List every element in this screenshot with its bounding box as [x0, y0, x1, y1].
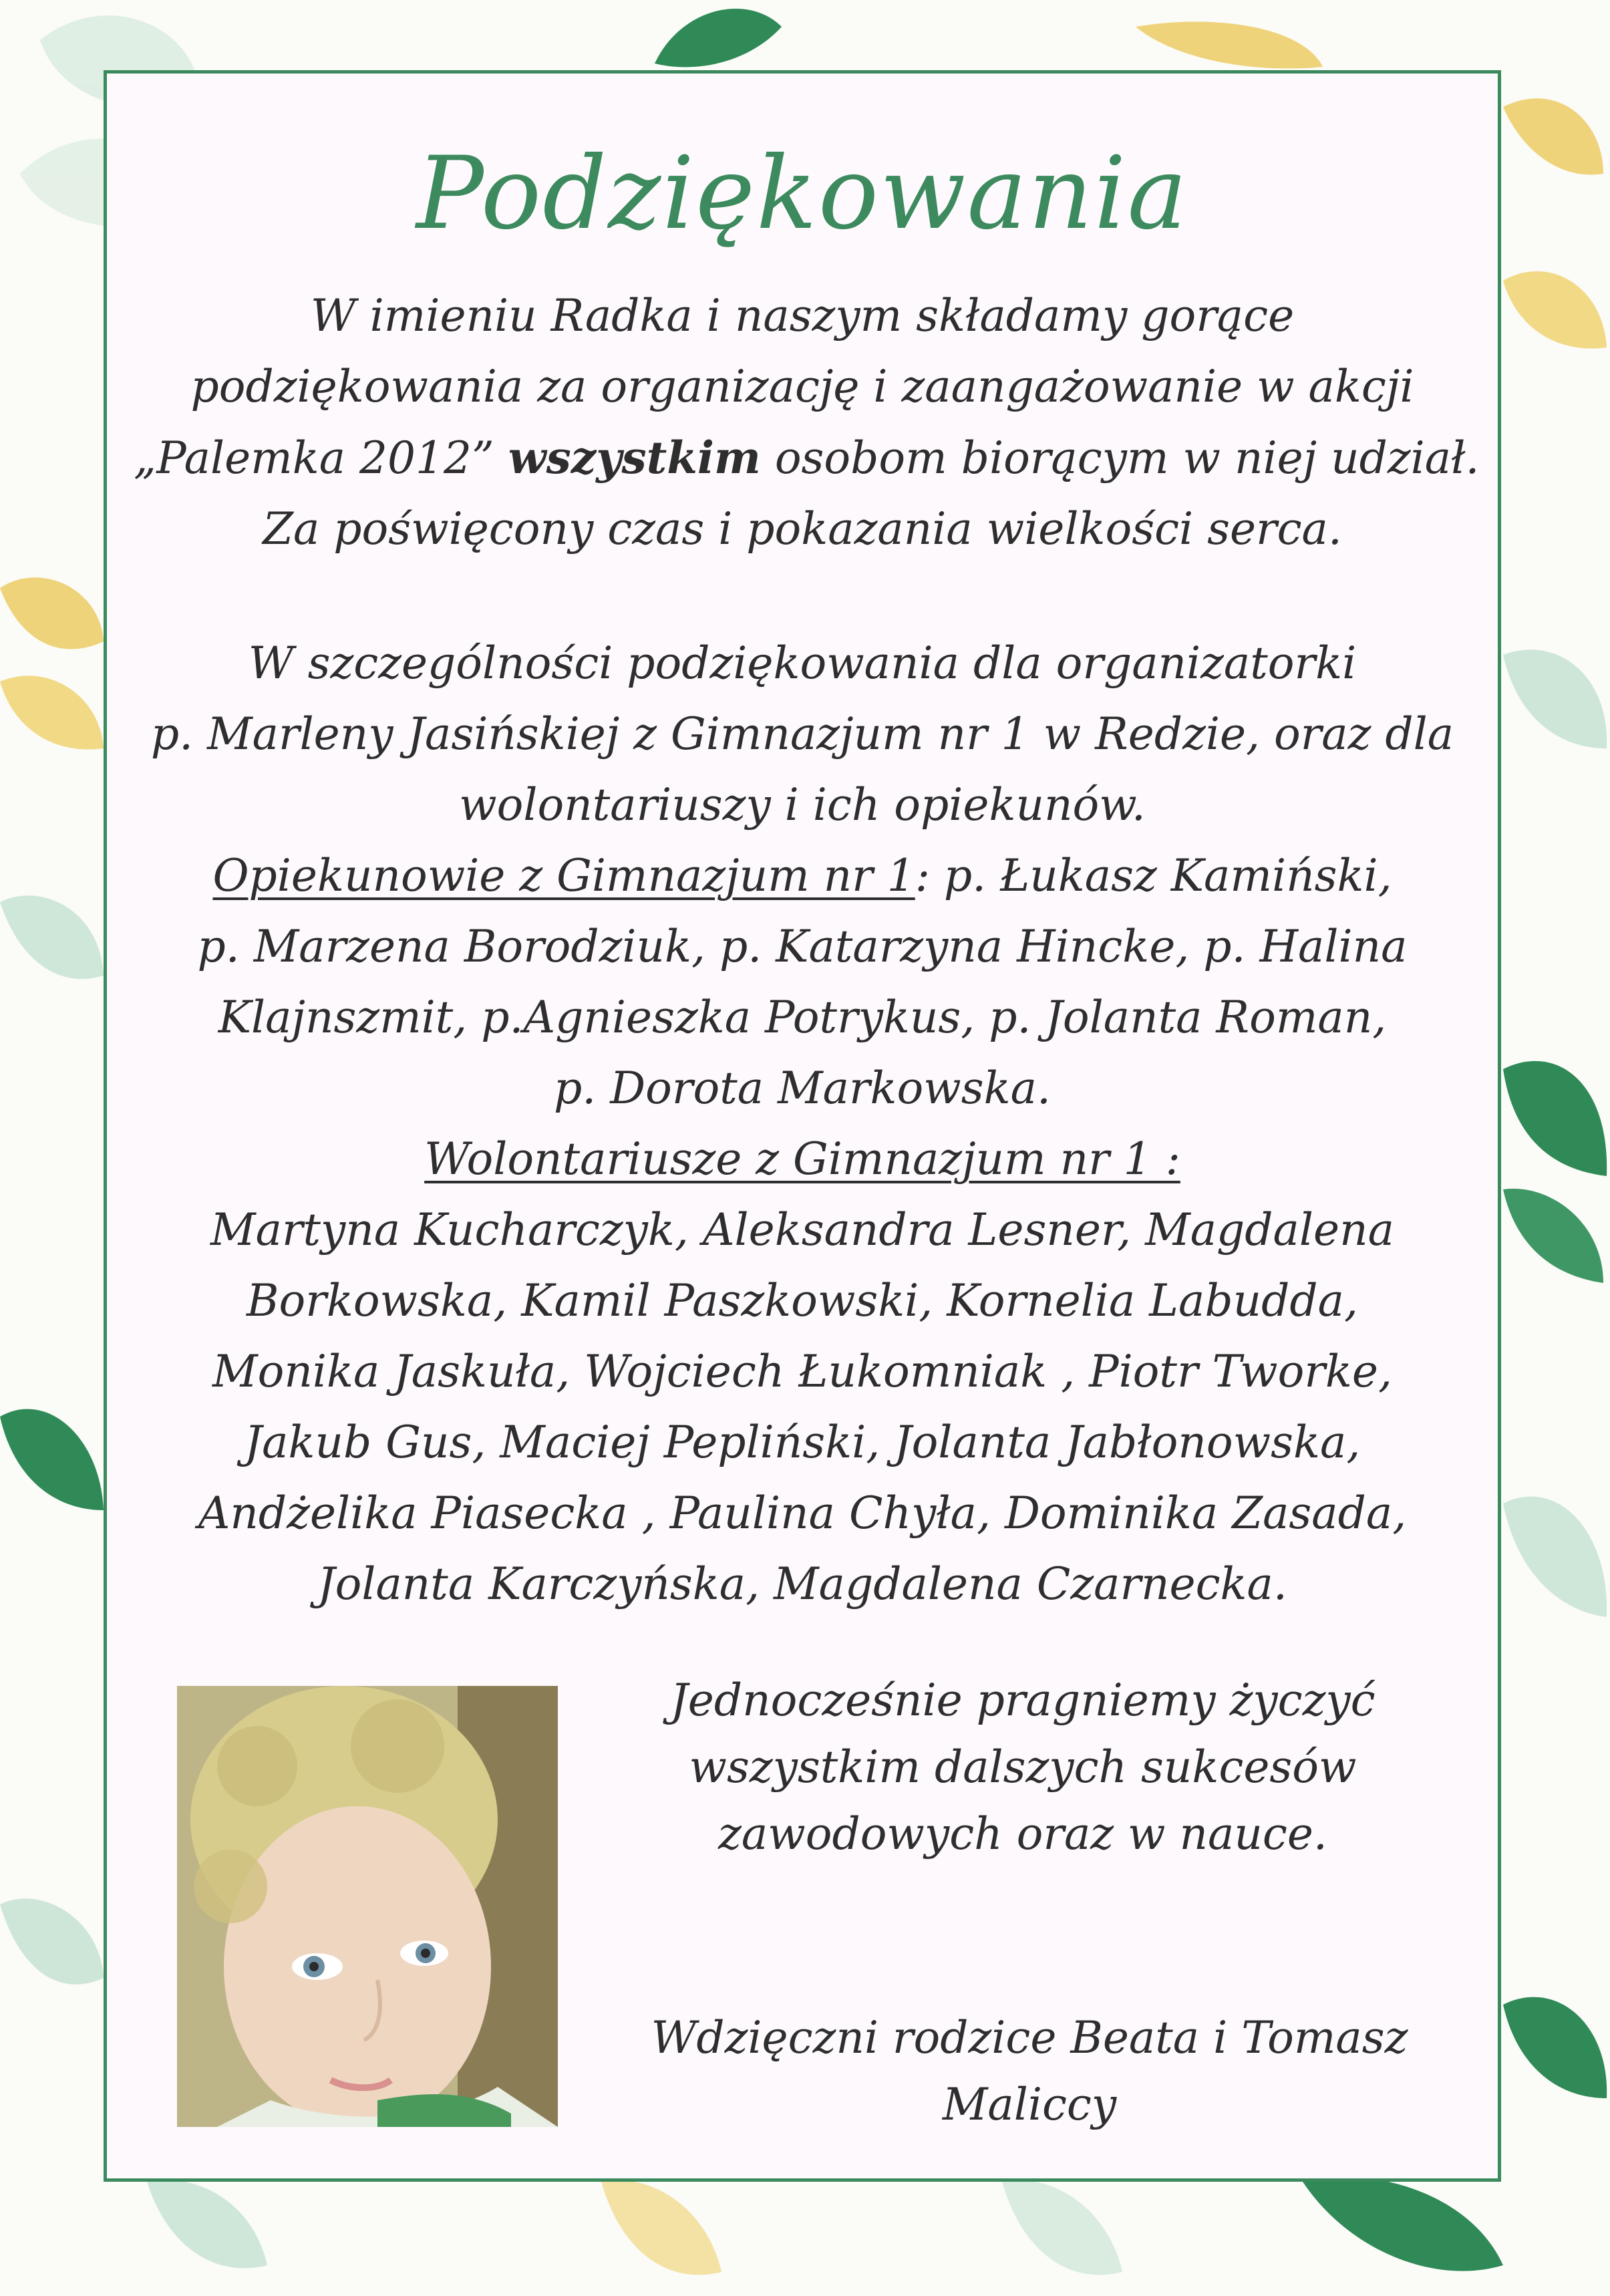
bottom-left-flowers [147, 2180, 1122, 2275]
volunteers-heading-line [134, 1124, 1471, 1195]
guardians-line-2: p. Marzena Borodziuk, p. Katarzyna Hincke, p. Halina [197, 921, 1408, 972]
left-green-leaves [0, 895, 104, 1984]
top-right-yellow-petal [1136, 22, 1323, 69]
right-yellow-flower [1503, 98, 1607, 348]
signature-block [575, 2005, 1484, 2138]
wishes-line-1: Jednocześnie pragniemy życzyć [670, 1675, 1376, 1726]
intro-line-2: podziękowania za organizację i zaangażowanie w akcji [190, 361, 1414, 412]
guardians-line-4: p. Dorota Markowska. [554, 1062, 1051, 1114]
intro-line-3-start: „Palemka 2012” [134, 432, 508, 484]
intro-paragraph [134, 281, 1480, 565]
volunteers-line-2: Borkowska, Kamil Paszkowski, Kornelia Labudda, [247, 1275, 1358, 1326]
right-light-leaf [1503, 650, 1607, 748]
special-line-1: W szczególności podziękowania dla organizatorki [248, 637, 1357, 689]
intro-line-1: W imieniu Radka i naszym składamy gorące [310, 290, 1295, 341]
special-line-3: wolontariuszy i ich opiekunów. [459, 779, 1146, 831]
special-line-2: p. Marleny Jasińskiej z Gimnazjum nr 1 w Redzie, oraz dla [150, 708, 1454, 760]
volunteers-heading: Wolontariusze z Gimnazjum nr 1 : [424, 1133, 1180, 1185]
wishes-line-2: wszystkim dalszych sukcesów [689, 1741, 1357, 1793]
right-bottom-light-leaf [1503, 1497, 1607, 1617]
wishes-paragraph [575, 1667, 1471, 1868]
volunteers-line-1: Martyna Kucharczyk, Aleksandra Lesner, Magdalena [210, 1204, 1394, 1256]
certificate-frame [104, 70, 1501, 2182]
left-yellow-flower [0, 577, 104, 749]
volunteers-line-3: Monika Jaskuła, Wojciech Łukomniak , Piotr Tworke, [212, 1346, 1392, 1397]
intro-emphasis-word: wszystkim [508, 432, 761, 484]
wishes-line-3: zawodowych oraz w nauce. [718, 1808, 1327, 1860]
intro-line-4: Za poświęcony czas i pokazania wielkości serca. [263, 503, 1342, 555]
intro-line-3-end: osobom biorącym w niej udział. [760, 432, 1480, 484]
special-thanks-section [134, 628, 1471, 1620]
guardians-line-1-rest: : p. Łukasz Kamiński, [915, 850, 1392, 901]
signature-line-1: Wdzięczni rodzice Beata i Tomasz [651, 2012, 1408, 2063]
guardians-heading: Opiekunowie z Gimnazjum nr 1 [212, 850, 915, 901]
guardians-line-3: Klajnszmit, p.Agnieszka Potrykus, p. Jolanta Roman, [218, 992, 1387, 1043]
child-portrait-photo [177, 1686, 558, 2127]
page-title: Podziękowania [416, 136, 1188, 252]
volunteers-line-5: Andżelika Piasecka , Paulina Chyła, Dominika Zasada, [198, 1487, 1407, 1539]
volunteers-line-4: Jakub Gus, Maciej Pepliński, Jolanta Jabłonowska, [244, 1417, 1361, 1468]
right-dark-leaves [1503, 1061, 1607, 1283]
signature-line-2: Maliccy [942, 2079, 1117, 2130]
intro-line-3 [134, 422, 1480, 494]
guardians-line-1 [134, 841, 1471, 911]
child-portrait-illustration [177, 1686, 558, 2127]
volunteers-line-6: Jolanta Karczyńska, Magdalena Czarnecka. [317, 1558, 1287, 1610]
top-center-leaf [655, 9, 782, 67]
